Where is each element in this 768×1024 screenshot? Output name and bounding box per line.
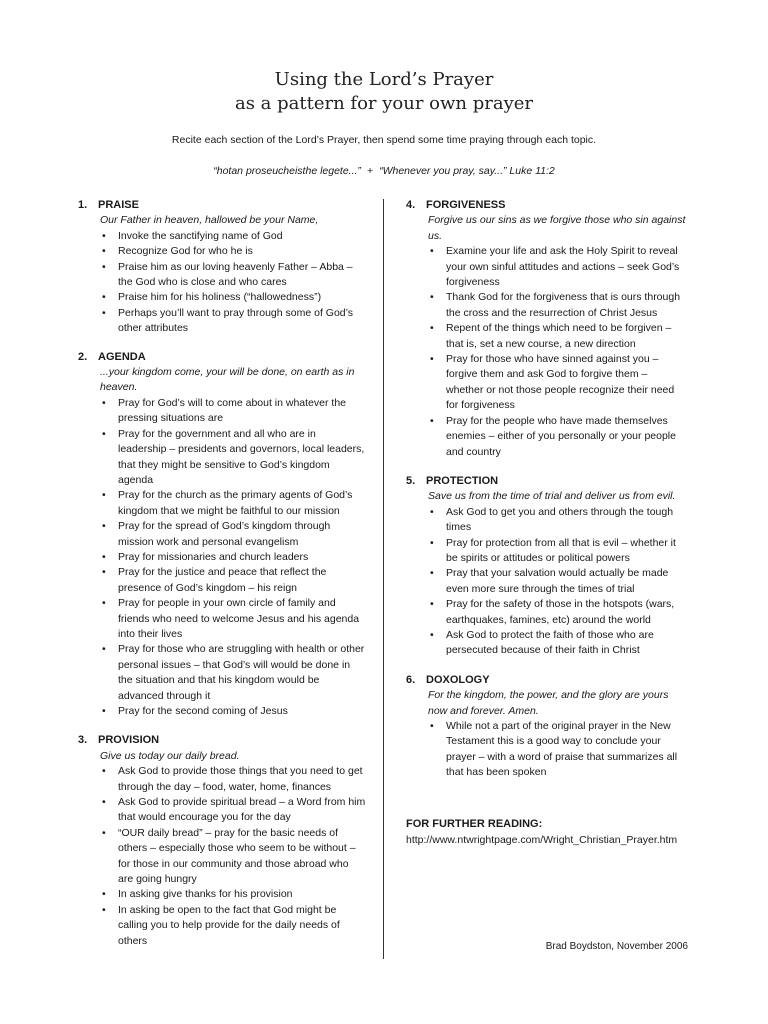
list-item: • Pray for the safety of those in the hotspots (wars, earthquakes, famines, etc) around the world bbox=[428, 597, 686, 628]
section-heading bbox=[406, 198, 686, 213]
section-heading bbox=[78, 733, 366, 748]
intro-text: Recite each section of the Lord’s Prayer, then spend some time praying through each topic. bbox=[171, 134, 597, 146]
list-item: • Pray for the people who have made themselves enemies – either of you personally or your people and country bbox=[428, 414, 686, 460]
list-item: • Perhaps you’ll want to pray through some of God’s other attributes bbox=[100, 306, 366, 337]
list-item: • Pray that your salvation would actually be made even more sure through the times of trial bbox=[428, 566, 686, 597]
list-item: • Invoke the sanctifying name of God bbox=[100, 229, 366, 244]
section-title: PROVISION bbox=[98, 734, 160, 747]
title-line-1: Using the Lord’s Prayer bbox=[274, 69, 494, 90]
section-title: PROTECTION bbox=[426, 474, 499, 487]
section-heading bbox=[78, 350, 366, 365]
section-title: PRAISE bbox=[98, 199, 139, 211]
list-item: • Pray for those who are struggling with health or other personal issues – that God’s will would be done in the situation and that his kingdom would be advanced through it bbox=[100, 642, 366, 704]
bullet-list bbox=[406, 244, 686, 460]
section-provision bbox=[78, 733, 366, 949]
section-title: DOXOLOGY bbox=[426, 673, 490, 686]
right-column bbox=[406, 198, 686, 793]
section-heading bbox=[406, 474, 686, 489]
further-reading-link[interactable]: http://www.ntwrightpage.com/Wright_Christian_Prayer.htm bbox=[406, 834, 678, 846]
section-agenda bbox=[78, 350, 366, 720]
section-number: 5. bbox=[406, 474, 416, 487]
list-item: • Pray for protection from all that is evil – whether it be spirits or attitudes or political powers bbox=[428, 536, 686, 567]
list-item: • Praise him as our loving heavenly Father – Abba – the God who is close and who cares bbox=[100, 260, 366, 291]
list-item: • Pray for the church as the primary agents of God’s kingdom that we might be faithful to our mission bbox=[100, 488, 366, 519]
verse-plus: + bbox=[366, 165, 374, 177]
list-item: • Ask God to provide those things that you need to get through the day – food, water, home, finances bbox=[100, 764, 366, 795]
section-title: AGENDA bbox=[98, 350, 146, 363]
list-item: • Ask God to get you and others through the tough times bbox=[428, 505, 686, 536]
section-number: 2. bbox=[78, 350, 88, 363]
list-item: • Pray for the government and all who are in leadership – presidents and governors, local leaders, that they might be sensitive to God’s kingdom agenda bbox=[100, 427, 366, 489]
left-column bbox=[78, 198, 366, 961]
bullet-list bbox=[78, 764, 366, 949]
section-heading bbox=[406, 673, 686, 688]
list-item: • While not a part of the original prayer in the New Testament this is a good way to conclude your prayer – with a word of praise that summarizes all that has been spoken bbox=[428, 719, 686, 781]
verse-line bbox=[0, 165, 768, 177]
section-number: 3. bbox=[78, 734, 88, 747]
section-subtitle: Give us today our daily bread. bbox=[100, 749, 240, 762]
section-subtitle: Our Father in heaven, hallowed be your Name, bbox=[100, 214, 319, 227]
list-item: • In asking give thanks for his provision bbox=[100, 887, 366, 902]
bullet-list bbox=[78, 229, 366, 337]
further-reading-heading: FOR FURTHER READING: bbox=[406, 818, 543, 830]
section-subtitle: For the kingdom, the power, and the glory are yours now and forever. Amen. bbox=[428, 689, 669, 717]
list-item: • “OUR daily bread” – pray for the basic needs of others – especially those who seem to be without – for those in our community and those abroad who are going hungry bbox=[100, 826, 366, 888]
section-protection bbox=[406, 474, 686, 659]
list-item: • Thank God for the forgiveness that is ours through the cross and the resurrection of Christ Jesus bbox=[428, 290, 686, 321]
section-heading bbox=[78, 198, 366, 213]
list-item: • Pray for the second coming of Jesus bbox=[100, 704, 366, 719]
signature: Brad Boydston, November 2006 bbox=[545, 941, 688, 952]
title-line-2: as a pattern for your own prayer bbox=[234, 93, 534, 114]
list-item: • In asking be open to the fact that God might be calling you to help provide for the daily needs of others bbox=[100, 903, 366, 949]
list-item: • Repent of the things which need to be forgiven – that is, set a new course, a new direction bbox=[428, 321, 686, 352]
list-item: • Pray for the spread of God’s kingdom through mission work and personal evangelism bbox=[100, 519, 366, 550]
section-subtitle: Save us from the time of trial and deliver us from evil. bbox=[428, 490, 676, 503]
list-item: • Ask God to protect the faith of those who are persecuted because of their faith in Christ bbox=[428, 628, 686, 659]
bullet-list bbox=[78, 396, 366, 720]
column-divider bbox=[383, 199, 384, 959]
list-item: • Recognize God for who he is bbox=[100, 244, 366, 259]
page-title bbox=[0, 68, 768, 116]
list-item: • Pray for people in your own circle of family and friends who need to welcome Jesus and his agenda into their lives bbox=[100, 596, 366, 642]
section-subtitle: Forgive us our sins as we forgive those who sin against us. bbox=[428, 214, 686, 242]
section-doxology bbox=[406, 673, 686, 781]
list-item: • Pray for the justice and peace that reflect the presence of God’s kingdom – his reign bbox=[100, 565, 366, 596]
section-title: FORGIVENESS bbox=[426, 199, 506, 211]
section-number: 6. bbox=[406, 673, 416, 686]
bullet-list bbox=[406, 505, 686, 659]
section-number: 1. bbox=[78, 199, 88, 211]
list-item: • Praise him for his holiness (“hallowedness”) bbox=[100, 290, 366, 305]
list-item: • Pray for missionaries and church leaders bbox=[100, 550, 366, 565]
list-item: • Examine your life and ask the Holy Spirit to reveal your own sinful attitudes and actions – seek God’s forgiveness bbox=[428, 244, 686, 290]
list-item: • Pray for God’s will to come about in whatever the pressing situations are bbox=[100, 396, 366, 427]
section-forgiveness bbox=[406, 198, 686, 460]
list-item: • Pray for those who have sinned against you – forgive them and ask God to forgive them – whether or not those people recognize their need for forgiveness bbox=[428, 352, 686, 414]
list-item: • Ask God to provide spiritual bread – a Word from him that would encourage you for the day bbox=[100, 795, 366, 826]
section-number: 4. bbox=[406, 199, 416, 211]
verse-greek: “hotan proseucheisthe legete...” bbox=[213, 165, 361, 177]
section-praise bbox=[78, 198, 366, 337]
section-subtitle: ...your kingdom come, your will be done, on earth as in heaven. bbox=[100, 366, 355, 394]
verse-english: “Whenever you pray, say...” Luke 11:2 bbox=[379, 165, 555, 177]
bullet-list bbox=[406, 719, 686, 781]
